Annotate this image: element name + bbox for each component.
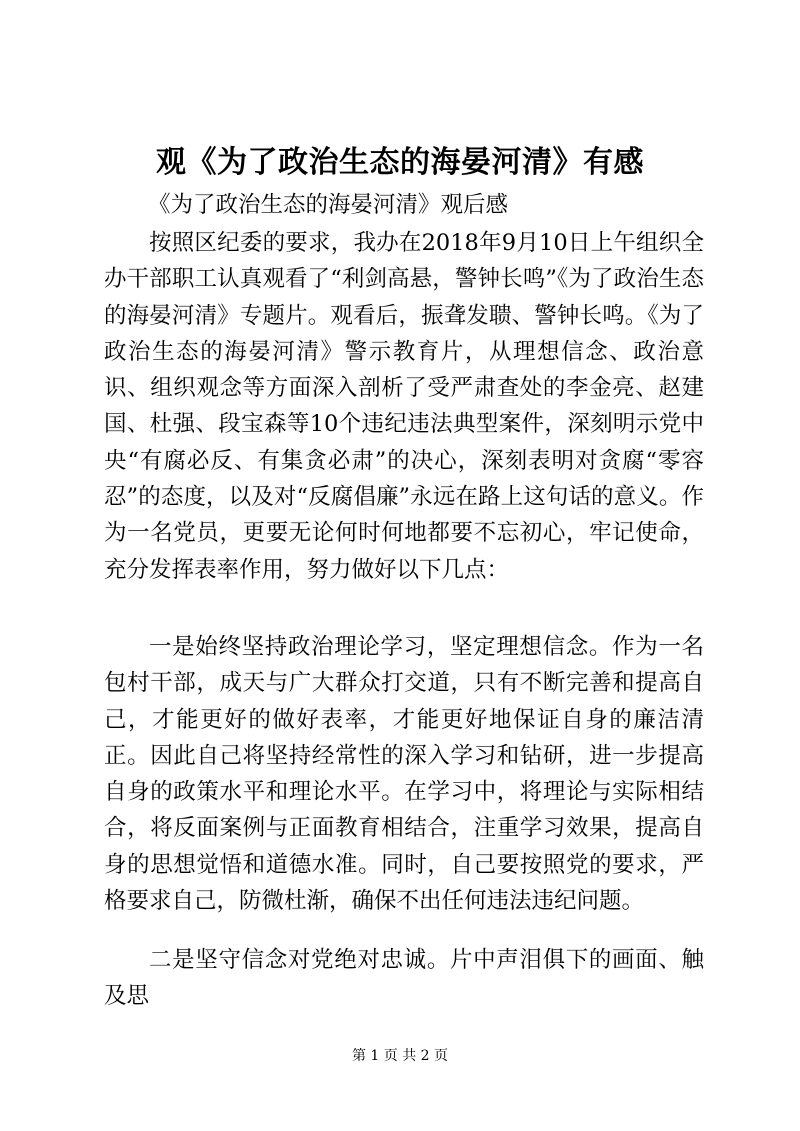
paragraph-point-two: 二是坚守信念对党绝对忠诚。片中声泪俱下的画面、触及思 bbox=[104, 947, 704, 1010]
paragraph-intro: 按照区纪委的要求，我办在2018年9月10日上午组织全办干部职工认真观看了“利剑高悬，警钟长鸣”《为了政治生态的海晏河清》专题片。观看后，振聋发聩、警钟长鸣。《为了政治生态的海晏河清》警示教育片，从理想信念、政治意识、组织观念等方面深入剖析了受严肃查处的李金亮、赵建国、杜强、段宝森等10个违纪违法典型案件，深刻明示党中央“有腐必反、有集贪必肃”的决心，深刻表明对贪腐“零容忍”的态度，以及对“反腐倡廉”永远在路上这句话的意义。作为一名党员，更要无论何时何地都要不忘初心，牢记使命，充分发挥表率作用，努力做好以下几点： bbox=[104, 230, 704, 583]
page-footer: 第 1 页 共 2 页 bbox=[351, 1048, 449, 1064]
paragraph-point-one: 一是始终坚持政治理论学习，坚定理想信念。作为一名包村干部，成天与广大群众打交道，只有不断完善和提高自己，才能更好的做好表率，才能更好地保证自身的廉洁清正。因此自己将坚持经常性的深入学习和钻研，进一步提高自身的政策水平和理论水平。在学习中，将理论与实际相结合，将反面案例与正面教育相结合，注重学习效果，提高自身的思想觉悟和道德水准。同时，自己要按照党的要求，严格要求自己，防微杜渐，确保不出任何违法违纪问题。 bbox=[104, 634, 704, 915]
document-title: 观《为了政治生态的海晏河清》有感 bbox=[156, 145, 644, 180]
document-subtitle: 《为了政治生态的海晏河清》观后感 bbox=[148, 192, 509, 218]
